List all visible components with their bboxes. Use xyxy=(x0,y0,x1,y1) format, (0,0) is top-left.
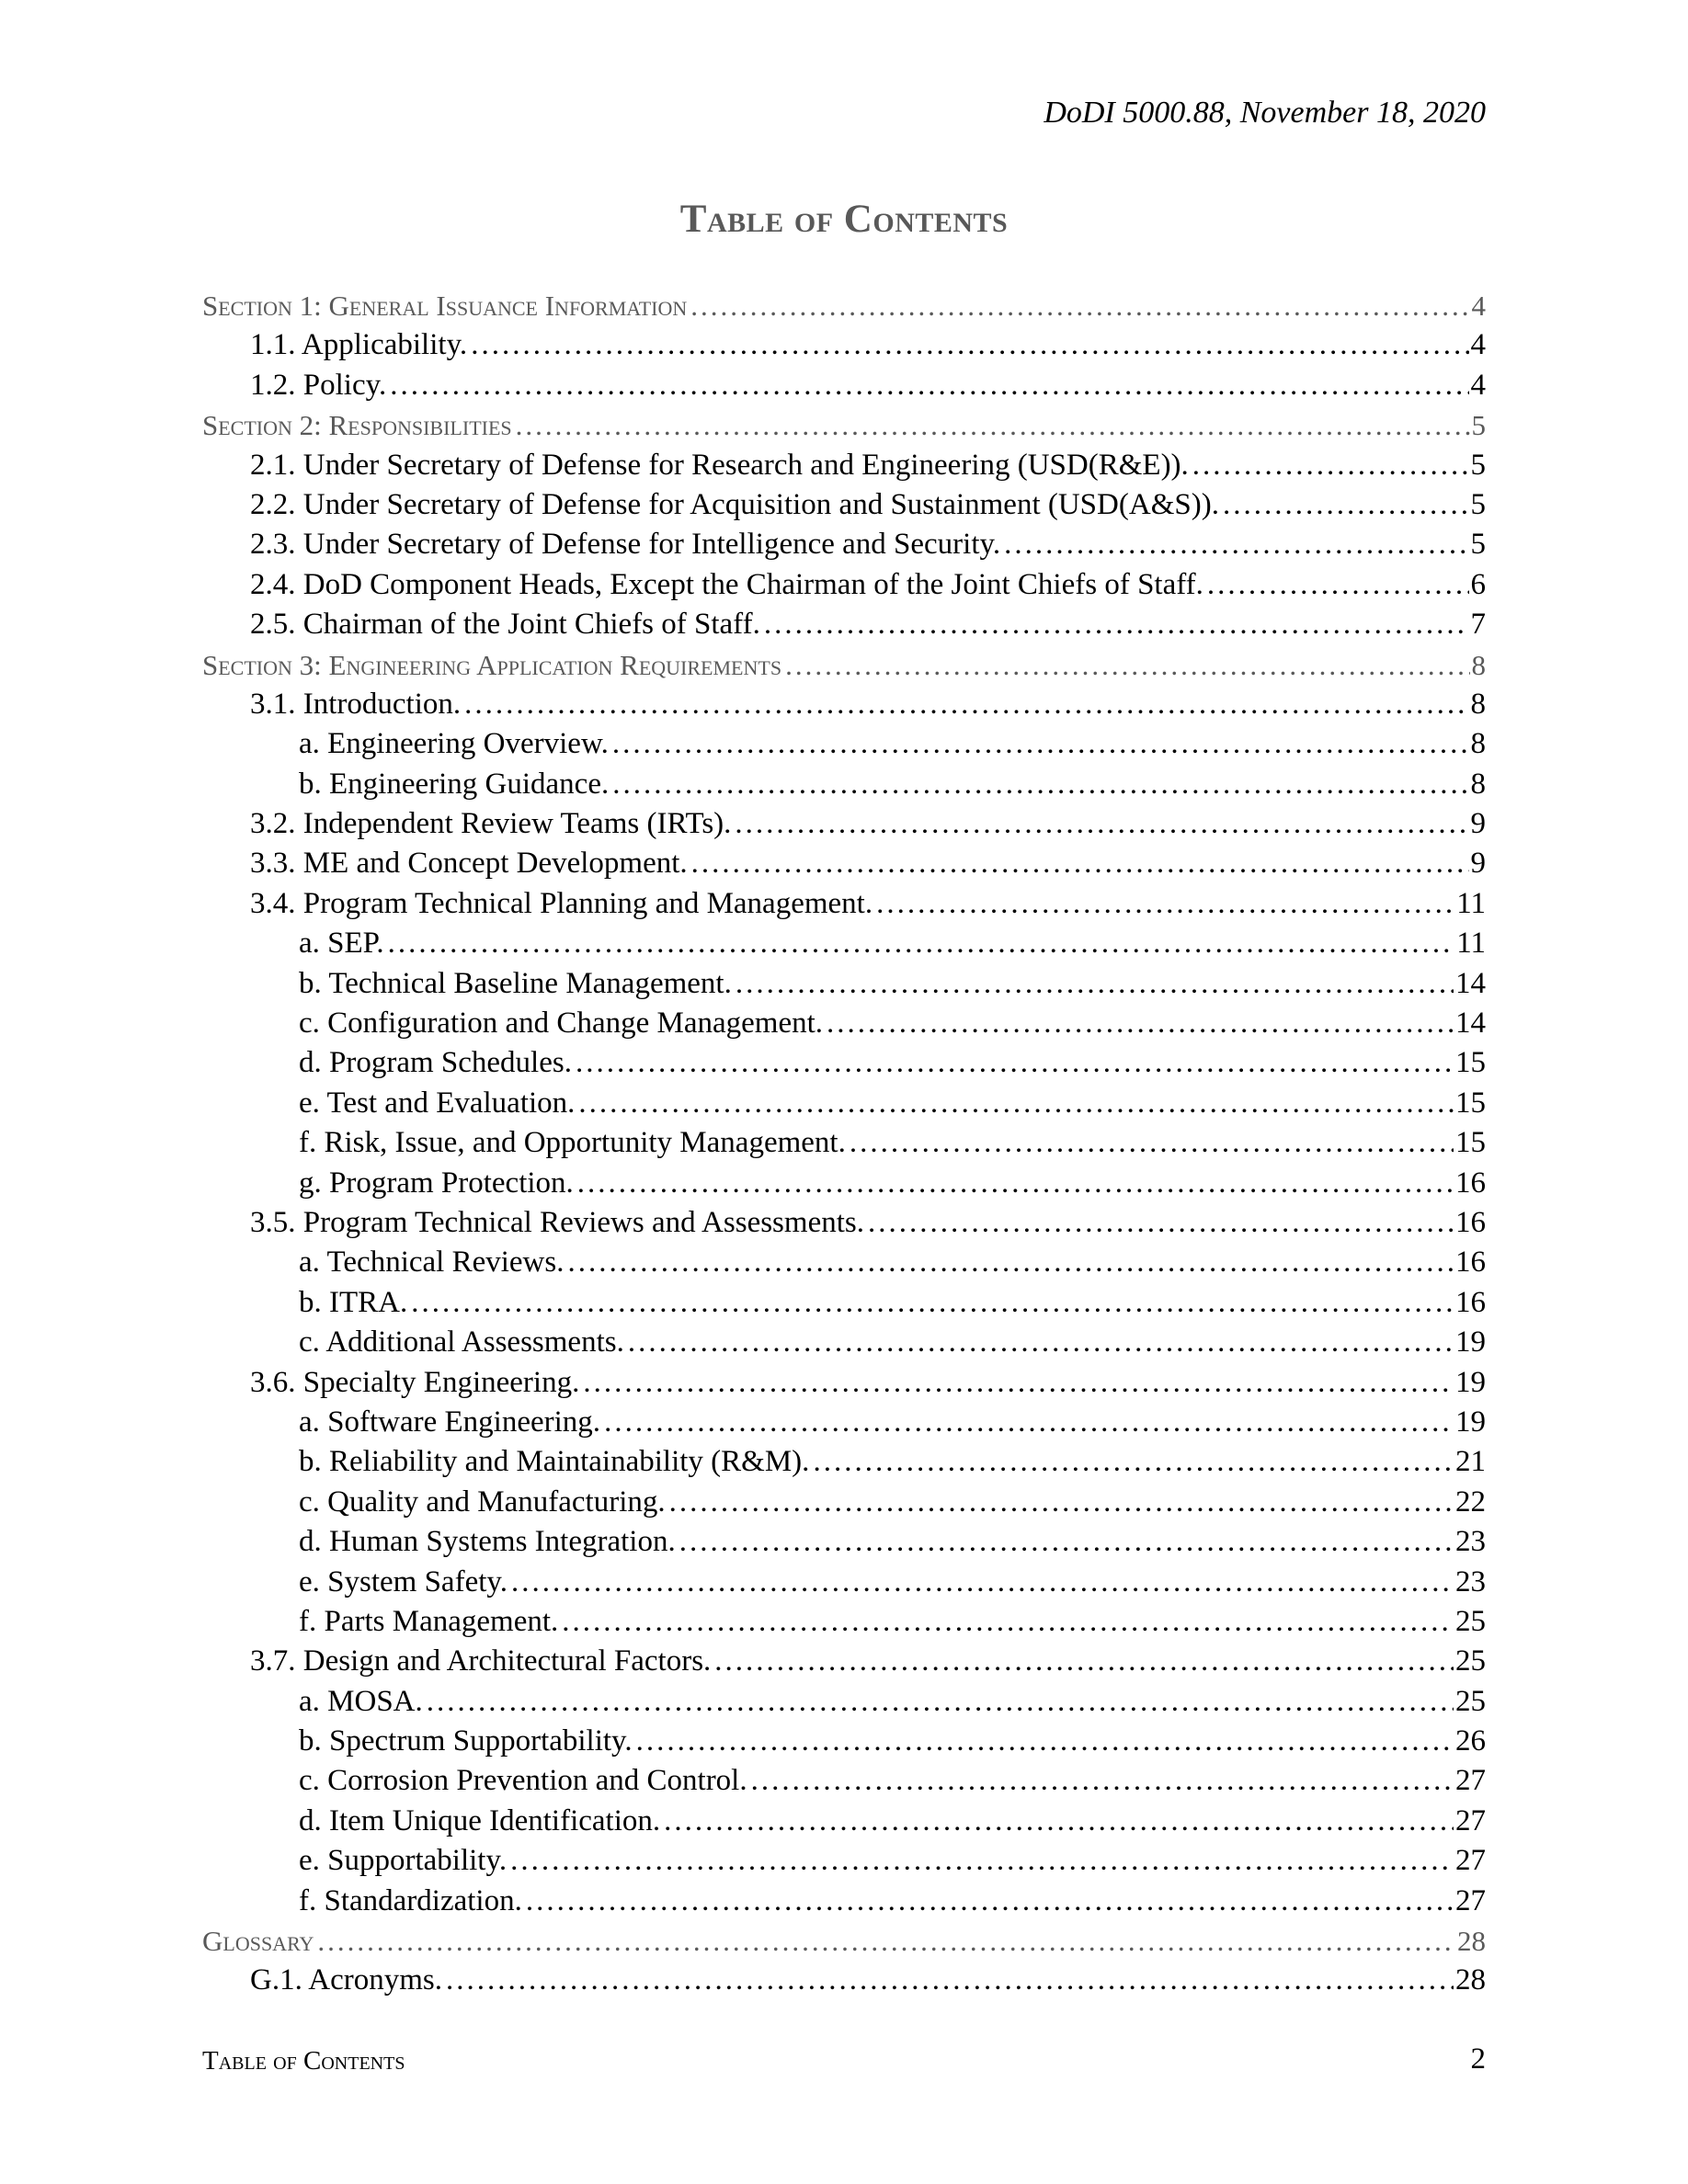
toc-entry-page-number: 27 xyxy=(1454,1841,1486,1881)
toc-entry-page-number: 6 xyxy=(1469,565,1487,605)
toc-entry-page-number: 16 xyxy=(1454,1203,1486,1243)
toc-dot-leader xyxy=(390,366,1468,405)
toc-entry-page-number: 25 xyxy=(1454,1602,1486,1642)
toc-entry-page-number: 25 xyxy=(1454,1682,1486,1722)
toc-entry-label: 3.6. Specialty Engineering. xyxy=(250,1363,583,1403)
toc-entry[interactable] xyxy=(202,804,1486,844)
toc-entry[interactable] xyxy=(202,325,1486,365)
toc-entry-page-number: 21 xyxy=(1454,1442,1486,1482)
toc-entry[interactable] xyxy=(202,1483,1486,1522)
toc-entry-page-number: 23 xyxy=(1454,1522,1486,1562)
toc-entry-page-number: 28 xyxy=(1455,1921,1486,1961)
toc-dot-leader xyxy=(636,1722,1454,1761)
toc-dot-leader xyxy=(510,1841,1454,1881)
toc-entry-label: f. Parts Management. xyxy=(299,1602,562,1642)
toc-entry[interactable] xyxy=(202,1203,1486,1243)
toc-entry[interactable] xyxy=(202,765,1486,804)
toc-entry[interactable] xyxy=(202,1682,1486,1722)
toc-entry-page-number: 11 xyxy=(1454,924,1486,963)
toc-entry[interactable] xyxy=(202,1043,1486,1083)
toc-dot-leader xyxy=(427,1682,1454,1722)
toc-entry[interactable] xyxy=(202,1323,1486,1362)
toc-dot-leader xyxy=(714,1642,1454,1681)
toc-entry-page-number: 16 xyxy=(1454,1164,1486,1203)
toc-entry[interactable] xyxy=(202,405,1486,445)
toc-dot-leader xyxy=(735,804,1468,844)
footer-section-label: Table of Contents xyxy=(202,2046,405,2076)
toc-dot-leader xyxy=(578,1084,1454,1123)
toc-entry-page-number: 5 xyxy=(1469,525,1487,564)
toc-entry-page-number: 4 xyxy=(1469,325,1487,365)
toc-entry-label: 2.5. Chairman of the Joint Chiefs of Staff. xyxy=(250,605,764,644)
toc-dot-leader xyxy=(876,884,1454,924)
toc-entry-label: e. Test and Evaluation. xyxy=(299,1084,578,1123)
toc-dot-leader xyxy=(1192,446,1469,485)
toc-entry-label: d. Item Unique Identification. xyxy=(299,1802,664,1841)
toc-dot-leader xyxy=(317,1921,1455,1961)
toc-dot-leader xyxy=(612,765,1468,804)
toc-dot-leader xyxy=(576,1043,1454,1083)
toc-entry-page-number: 15 xyxy=(1454,1084,1486,1123)
toc-entry-page-number: 8 xyxy=(1469,765,1487,804)
toc-entry-page-number: 9 xyxy=(1469,844,1487,883)
toc-entry-label: f. Standardization. xyxy=(299,1882,526,1921)
toc-entry-label: f. Risk, Issue, and Opportunity Management. xyxy=(299,1123,850,1163)
toc-entry[interactable] xyxy=(202,1802,1486,1841)
toc-entry[interactable] xyxy=(202,286,1486,325)
toc-entry-page-number: 9 xyxy=(1469,804,1487,844)
toc-entry[interactable] xyxy=(202,1841,1486,1881)
toc-entry-page-number: 15 xyxy=(1454,1123,1486,1163)
toc-entry-label: a. MOSA. xyxy=(299,1682,427,1722)
toc-entry[interactable] xyxy=(202,485,1486,525)
page-title: Table of Contents xyxy=(679,198,1009,241)
toc-entry[interactable] xyxy=(202,1522,1486,1562)
toc-entry-label: b. Engineering Guidance. xyxy=(299,765,612,804)
toc-entry[interactable] xyxy=(202,1442,1486,1482)
toc-entry-page-number: 26 xyxy=(1454,1722,1486,1761)
document-header: DoDI 5000.88, November 18, 2020 xyxy=(1044,96,1486,130)
toc-entry[interactable] xyxy=(202,605,1486,644)
toc-entry[interactable] xyxy=(202,1722,1486,1761)
toc-entry[interactable] xyxy=(202,366,1486,405)
toc-entry-label: Section 1: General Issuance Information xyxy=(202,286,690,325)
toc-dot-leader xyxy=(388,924,1455,963)
toc-entry-label: e. System Safety. xyxy=(299,1563,511,1602)
toc-entry-page-number: 5 xyxy=(1470,405,1487,445)
toc-dot-leader xyxy=(511,1563,1454,1602)
toc-dot-leader xyxy=(562,1602,1454,1642)
toc-entry-label: b. Spectrum Supportability. xyxy=(299,1722,636,1761)
toc-entry[interactable] xyxy=(202,1123,1486,1163)
toc-dot-leader xyxy=(1004,525,1468,564)
toc-entry-label: 3.5. Program Technical Reviews and Assessments. xyxy=(250,1203,868,1243)
toc-entry[interactable] xyxy=(202,1004,1486,1043)
toc-dot-leader xyxy=(628,1323,1454,1362)
toc-entry-label: 3.4. Program Technical Planning and Management. xyxy=(250,884,876,924)
toc-entry-label: 3.3. ME and Concept Development. xyxy=(250,844,691,883)
toc-dot-leader xyxy=(411,1283,1454,1323)
toc-entry-page-number: 15 xyxy=(1454,1043,1486,1083)
toc-entry-page-number: 4 xyxy=(1470,286,1487,325)
toc-entry-page-number: 28 xyxy=(1454,1961,1486,2000)
toc-entry-label: 3.7. Design and Architectural Factors. xyxy=(250,1642,714,1681)
toc-dot-leader xyxy=(664,1802,1454,1841)
toc-entry-label: c. Additional Assessments. xyxy=(299,1323,628,1362)
toc-entry[interactable] xyxy=(202,1243,1486,1282)
toc-entry-page-number: 5 xyxy=(1469,446,1487,485)
toc-entry[interactable] xyxy=(202,884,1486,924)
toc-entry-page-number: 27 xyxy=(1454,1761,1486,1801)
toc-entry-page-number: 11 xyxy=(1454,884,1486,924)
toc-dot-leader xyxy=(583,1363,1454,1403)
table-of-contents xyxy=(202,286,1486,2001)
toc-entry[interactable] xyxy=(202,1403,1486,1442)
toc-entry-label: d. Human Systems Integration. xyxy=(299,1522,679,1562)
toc-dot-leader xyxy=(827,1004,1454,1043)
toc-entry-label: 2.2. Under Secretary of Defense for Acquisition and Sustainment (USD(A&S)). xyxy=(250,485,1223,525)
toc-entry-page-number: 7 xyxy=(1469,605,1487,644)
toc-dot-leader xyxy=(446,1961,1454,2000)
toc-entry[interactable] xyxy=(202,924,1486,963)
toc-dot-leader xyxy=(736,964,1454,1004)
toc-entry[interactable] xyxy=(202,1961,1486,2000)
toc-entry-page-number: 19 xyxy=(1454,1323,1486,1362)
toc-dot-leader xyxy=(567,1243,1454,1282)
toc-dot-leader xyxy=(669,1483,1454,1522)
toc-entry[interactable] xyxy=(202,525,1486,564)
toc-entry[interactable] xyxy=(202,1084,1486,1123)
toc-entry-label: 2.1. Under Secretary of Defense for Research and Engineering (USD(R&E)). xyxy=(250,446,1192,485)
toc-dot-leader xyxy=(813,1442,1454,1482)
toc-entry-label: Section 2: Responsibilities xyxy=(202,405,516,445)
toc-dot-leader xyxy=(1223,485,1469,525)
toc-dot-leader xyxy=(690,286,1469,325)
toc-entry-label: c. Quality and Manufacturing. xyxy=(299,1483,669,1522)
toc-entry[interactable] xyxy=(202,1761,1486,1801)
toc-dot-leader xyxy=(464,685,1468,724)
toc-entry-page-number: 8 xyxy=(1469,685,1487,724)
toc-dot-leader xyxy=(471,325,1468,365)
toc-dot-leader xyxy=(612,724,1469,764)
toc-entry-label: a. Software Engineering. xyxy=(299,1403,604,1442)
toc-entry[interactable] xyxy=(202,1363,1486,1403)
toc-entry-label: e. Supportability. xyxy=(299,1841,510,1881)
toc-entry-label: a. SEP. xyxy=(299,924,388,963)
toc-entry-page-number: 19 xyxy=(1454,1363,1486,1403)
toc-dot-leader xyxy=(679,1522,1454,1562)
toc-dot-leader xyxy=(751,1761,1454,1801)
toc-entry-page-number: 23 xyxy=(1454,1563,1486,1602)
toc-entry[interactable] xyxy=(202,1563,1486,1602)
toc-entry[interactable] xyxy=(202,645,1486,685)
toc-entry[interactable] xyxy=(202,1164,1486,1203)
toc-dot-leader xyxy=(1207,565,1469,605)
toc-entry-page-number: 14 xyxy=(1454,1004,1486,1043)
toc-entry[interactable] xyxy=(202,1882,1486,1921)
toc-entry-page-number: 16 xyxy=(1454,1243,1486,1282)
toc-entry[interactable] xyxy=(202,565,1486,605)
toc-entry-label: c. Corrosion Prevention and Control. xyxy=(299,1761,751,1801)
toc-entry-label: G.1. Acronyms. xyxy=(250,1961,446,2000)
toc-entry-label: b. Technical Baseline Management. xyxy=(299,964,736,1004)
toc-entry-page-number: 25 xyxy=(1454,1642,1486,1681)
toc-entry[interactable] xyxy=(202,685,1486,724)
toc-entry[interactable] xyxy=(202,844,1486,883)
toc-entry-page-number: 27 xyxy=(1454,1882,1486,1921)
toc-entry[interactable] xyxy=(202,1642,1486,1681)
toc-dot-leader xyxy=(577,1164,1454,1203)
toc-entry-page-number: 14 xyxy=(1454,964,1486,1004)
toc-entry-page-number: 8 xyxy=(1470,645,1487,685)
toc-dot-leader xyxy=(526,1882,1454,1921)
toc-dot-leader xyxy=(850,1123,1454,1163)
toc-entry[interactable] xyxy=(202,724,1486,764)
toc-entry-label: 3.1. Introduction. xyxy=(250,685,464,724)
toc-entry-label: a. Engineering Overview. xyxy=(299,724,612,764)
toc-entry-label: 2.4. DoD Component Heads, Except the Chairman of the Joint Chiefs of Staff. xyxy=(250,565,1207,605)
toc-entry-label: d. Program Schedules. xyxy=(299,1043,576,1083)
toc-entry-page-number: 27 xyxy=(1454,1802,1486,1841)
toc-dot-leader xyxy=(691,844,1469,883)
toc-entry-page-number: 22 xyxy=(1454,1483,1486,1522)
toc-entry[interactable] xyxy=(202,1602,1486,1642)
toc-entry[interactable] xyxy=(202,1283,1486,1323)
toc-entry-label: 1.1. Applicability. xyxy=(250,325,471,365)
toc-entry-page-number: 5 xyxy=(1469,485,1487,525)
toc-dot-leader xyxy=(764,605,1469,644)
toc-entry-label: 1.2. Policy. xyxy=(250,366,390,405)
toc-entry-label: c. Configuration and Change Management. xyxy=(299,1004,827,1043)
toc-entry-page-number: 8 xyxy=(1469,724,1487,764)
toc-entry-label: 3.2. Independent Review Teams (IRTs). xyxy=(250,804,735,844)
toc-entry[interactable] xyxy=(202,964,1486,1004)
toc-dot-leader xyxy=(604,1403,1454,1442)
toc-dot-leader xyxy=(785,645,1469,685)
toc-dot-leader xyxy=(868,1203,1454,1243)
toc-entry-label: b. ITRA. xyxy=(299,1283,411,1323)
toc-entry-label: Section 3: Engineering Application Requirements xyxy=(202,645,785,685)
toc-entry[interactable] xyxy=(202,1921,1486,1961)
toc-entry-page-number: 16 xyxy=(1454,1283,1486,1323)
toc-entry-label: 2.3. Under Secretary of Defense for Intelligence and Security. xyxy=(250,525,1004,564)
toc-entry-label: g. Program Protection. xyxy=(299,1164,577,1203)
toc-entry-page-number: 4 xyxy=(1469,366,1487,405)
toc-entry-label: Glossary xyxy=(202,1921,317,1961)
toc-entry-page-number: 19 xyxy=(1454,1403,1486,1442)
toc-entry[interactable] xyxy=(202,446,1486,485)
toc-entry-label: a. Technical Reviews. xyxy=(299,1243,567,1282)
toc-entry-label: b. Reliability and Maintainability (R&M). xyxy=(299,1442,813,1482)
toc-dot-leader xyxy=(516,405,1470,445)
footer-page-number: 2 xyxy=(1470,2042,1486,2076)
